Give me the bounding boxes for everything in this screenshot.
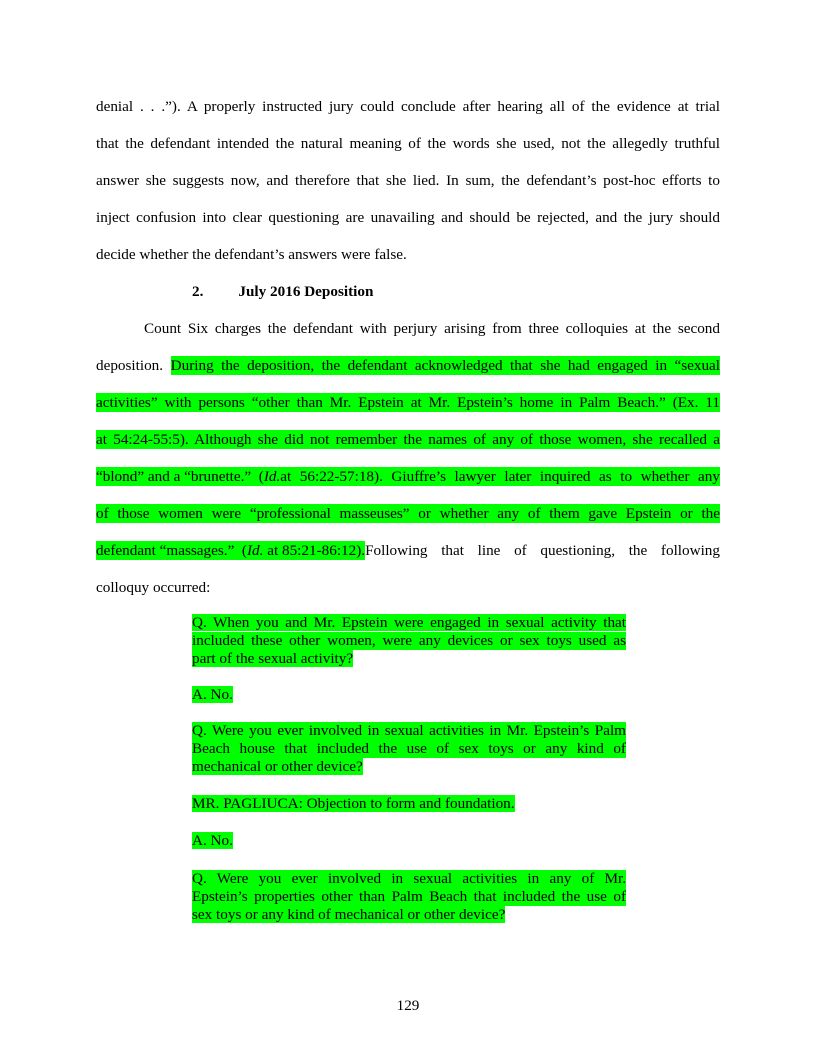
text-segment: defendant “massages.” ( [96,542,247,559]
highlighted-text: During the deposition, the defendant acknowledged that she had engaged in “sexual [170,357,720,374]
highlighted-text: Q. When you and Mr. Epstein were engaged in sexual activity that [192,614,626,631]
text-segment: at 56:22-57:18). Giuffre’s lawyer later inquired as to whether any [280,468,720,485]
highlighted-text: Beach house that included the use of sex toys or any kind of [192,740,626,757]
paragraph-line: that the defendant intended the natural meaning of the words she used, not the allegedly truthful [96,135,720,152]
highlighted-text: of those women were “professional masseuses” or whether any of them gave Epstein or the [96,505,720,522]
colloquy-question-end [192,758,626,776]
colloquy-question-end [192,906,626,924]
heading-number: 2. [192,283,204,300]
highlighted-text: MR. PAGLIUCA: Objection to form and foundation. [192,795,515,812]
text-segment: Following that line of questioning, the following [365,542,720,559]
section-heading [192,282,492,301]
citation-id: Id. [263,468,281,485]
paragraph-line: inject confusion into clear questioning are unavailing and should be rejected, and the jury should [96,209,720,226]
colloquy-answer [192,832,626,850]
highlighted-text: Q. Were you ever involved in sexual activities in any of Mr. [192,870,626,887]
paragraph-line: decide whether the defendant’s answers were false. [96,246,407,263]
paragraph-line: denial . . .”). A properly instructed jury could conclude after hearing all of the evidence at trial [96,98,720,115]
text-segment: at 85:21-86:12). [263,542,366,559]
highlighted-text: sex toys or any kind of mechanical or other device? [192,906,506,923]
page-number: 129 [396,997,420,1014]
paragraph-line: answer she suggests now, and therefore that she lied. In sum, the defendant’s post-hoc efforts to [96,172,720,189]
highlighted-text: part of the sexual activity? [192,650,354,667]
colloquy-objection [192,795,626,813]
highlighted-text [96,541,365,560]
highlighted-text: A. No. [192,832,233,849]
heading-title: July 2016 Deposition [238,283,374,300]
highlighted-text: A. No. [192,686,233,703]
paragraph-line: Count Six charges the defendant with perjury arising from three colloquies at the second [144,320,720,337]
citation-id: Id. [246,542,264,559]
highlighted-text: mechanical or other device? [192,758,363,775]
paragraph-line: colloquy occurred: [96,579,211,596]
highlighted-text: Epstein’s properties other than Palm Beach that included the use of [192,888,626,905]
highlighted-text: included these other women, were any devices or sex toys used as [192,632,626,649]
colloquy-answer [192,686,626,704]
text-segment: deposition. [96,357,171,374]
highlighted-text [96,467,720,486]
colloquy-question-end [192,650,626,668]
highlighted-text: activities” with persons “other than Mr. Epstein at Mr. Epstein’s home in Palm Beach.” (Ex. 11 [96,394,720,411]
highlighted-text: at 54:24-55:5). Although she did not remember the names of any of those women, she recalled a [96,431,720,448]
paragraph-line [96,356,720,375]
paragraph-line [96,541,720,560]
text-segment: “blond” and a “brunette.” ( [96,468,264,485]
colloquy-question [192,614,626,632]
highlighted-text: Q. Were you ever involved in sexual activities in Mr. Epstein’s Palm [192,722,626,739]
